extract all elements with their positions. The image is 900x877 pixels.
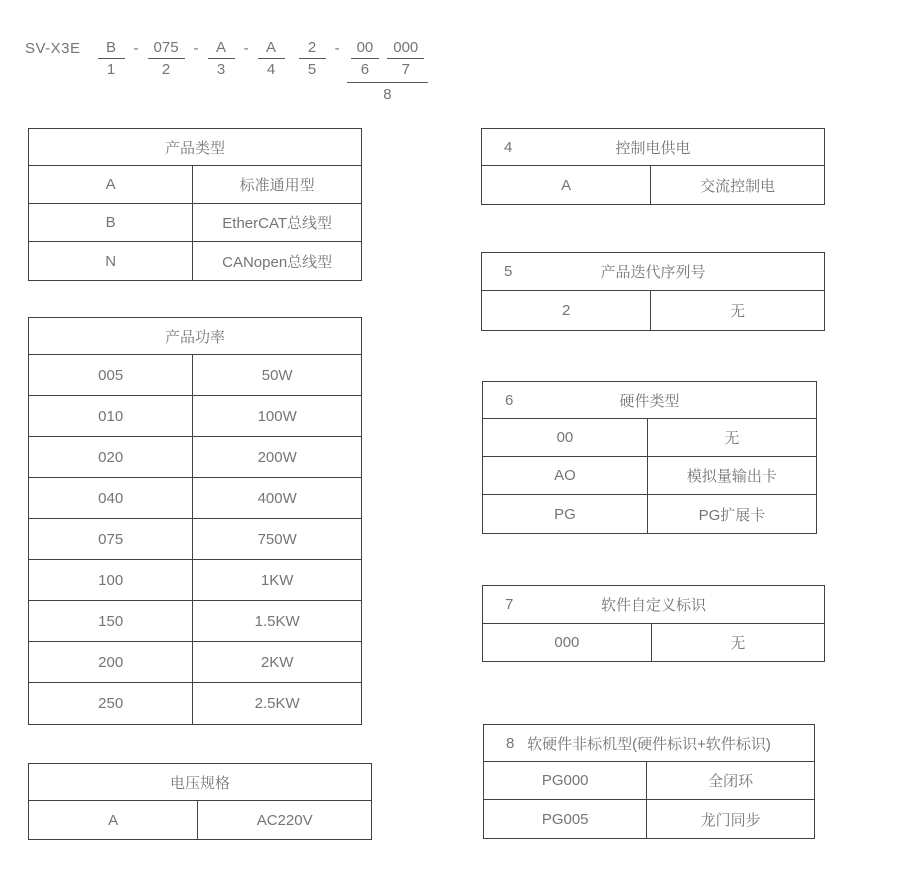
table-row [29,519,361,560]
table-title: 软件自定义标识 [600,597,706,614]
segment-value: 000 [387,38,424,59]
group-8-segments [347,38,429,78]
cell-code: PG005 [484,800,647,838]
table-row [29,601,361,642]
model-code [25,38,428,104]
table-header [29,318,361,355]
cell-desc: 750W [257,530,297,548]
table-number: 8 [506,734,515,752]
cell-code: A [29,801,198,839]
table-row [482,166,824,204]
model-code-segment-7 [387,38,424,78]
cell-desc: 1.5KW [254,612,300,630]
cell-desc: 标准通用型 [239,177,315,194]
segment-value: B [98,38,125,59]
code-separator: - [133,40,139,57]
table-header [483,382,816,419]
table-iteration-serial [481,252,825,331]
table-product-power [28,317,362,725]
segment-index: 2 [161,61,171,78]
table-nonstandard-model [483,724,815,839]
cell-code: 010 [29,396,193,436]
segment-index: 7 [401,61,410,78]
table-hardware-type [482,381,817,534]
cell-code: A [482,166,651,204]
cell-desc: 2.5KW [254,695,300,712]
table-header [29,129,361,166]
model-code-group-8 [347,38,429,104]
table-voltage-spec [28,763,372,840]
cell-desc: 400W [257,489,297,507]
model-code-segment-6 [351,38,380,78]
cell-desc: EtherCAT总线型 [222,215,333,232]
table-product-type [28,128,362,281]
cell-code: 075 [29,519,193,559]
table-title: 产品功率 [164,328,225,346]
cell-desc: 交流控制电 [700,177,776,195]
cell-desc: 模拟量输出卡 [686,468,777,485]
code-separator: - [334,40,340,57]
table-row [484,800,814,838]
table-title: 控制电供电 [615,139,691,157]
table-header [483,586,824,624]
cell-code: 005 [29,355,193,395]
table-title: 电压规格 [169,774,230,792]
cell-code: 250 [29,683,193,724]
cell-desc: AC220V [256,811,313,829]
table-row [29,204,361,242]
code-separator: - [193,40,199,57]
group-8-underline [347,82,429,83]
table-number: 4 [504,138,513,156]
group-8-index: 8 [383,86,392,103]
table-row [29,437,361,478]
cell-code: N [29,242,193,280]
table-row [483,495,816,533]
cell-desc: 50W [261,366,293,384]
segment-value: 2 [299,38,326,59]
table-number: 7 [505,596,514,613]
cell-code: 00 [483,419,648,456]
table-row [29,242,361,280]
table-row [29,478,361,519]
model-code-segment-2 [148,38,185,78]
model-code-segment-3 [208,38,235,78]
table-title: 硬件类型 [619,392,680,410]
table-header [482,129,824,166]
cell-code: 040 [29,478,193,518]
table-title: 产品类型 [164,139,225,157]
cell-desc: CANopen总线型 [222,253,333,271]
cell-code: PG [483,495,648,533]
segment-index: 1 [106,61,116,78]
table-header [484,725,814,762]
table-row [483,457,816,495]
model-code-segment-1 [98,38,125,78]
segment-index: 6 [360,61,370,78]
model-code-prefix: SV-X3E [25,40,81,57]
cell-code: 020 [29,437,193,477]
table-header [482,253,824,291]
segment-index: 4 [266,61,276,78]
code-separator: - [243,40,249,57]
table-control-power [481,128,825,205]
table-row [29,560,361,601]
table-row [482,291,824,330]
table-row [29,801,371,839]
cell-desc: 无 [730,635,746,652]
cell-code: 2 [482,291,651,330]
segment-value: 00 [351,38,380,59]
cell-code: 200 [29,642,193,682]
table-number: 5 [504,263,513,280]
table-header [29,764,371,801]
cell-code: A [29,166,193,203]
cell-desc: 2KW [260,653,294,671]
table-row [483,419,816,457]
table-row [29,355,361,396]
cell-code: 000 [483,624,652,661]
cell-code: AO [483,457,648,494]
table-number: 6 [505,391,514,409]
table-row [29,396,361,437]
table-row [29,683,361,724]
table-row [483,624,824,661]
table-software-custom-id [482,585,825,662]
table-row [484,762,814,800]
table-title: 软硬件非标机型(硬件标识+软件标识) [527,735,771,753]
table-row [29,642,361,683]
cell-desc: 无 [724,430,740,447]
segment-index: 5 [307,61,317,78]
segment-value: A [208,38,235,59]
cell-code: B [29,204,193,241]
cell-desc: 200W [257,448,297,466]
model-code-segment-4 [258,38,285,78]
model-code-segment-5 [299,38,326,78]
cell-code: PG000 [484,762,647,799]
cell-desc: 无 [730,303,746,320]
cell-desc: 100W [257,407,297,425]
cell-desc: PG扩展卡 [698,506,766,524]
cell-desc: 1KW [260,571,294,589]
table-title: 产品迭代序列号 [600,264,706,281]
cell-desc: 龙门同步 [700,811,761,829]
cell-code: 150 [29,601,193,641]
segment-value: A [258,38,285,59]
table-row [29,166,361,204]
segment-value: 075 [148,38,185,59]
segment-index: 3 [216,61,226,78]
cell-code: 100 [29,560,193,600]
cell-desc: 全闭环 [708,773,754,790]
